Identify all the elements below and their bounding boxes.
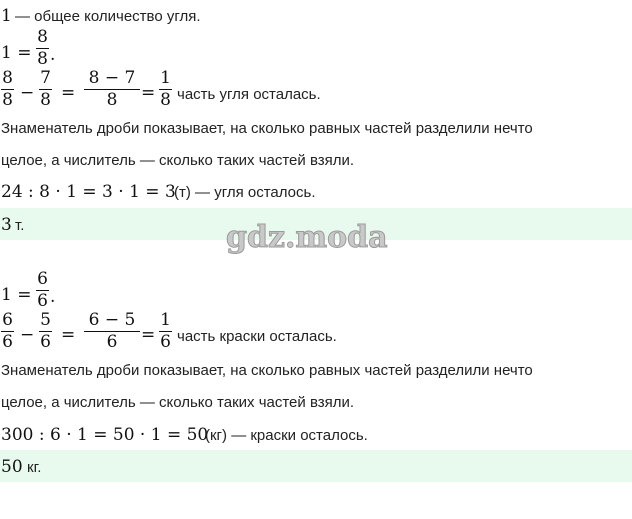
paint-remaining-label: часть краски осталась. (177, 328, 337, 345)
paint-explanation-line-1: Знаменатель дроби показывает, на сколько равных частей разделили нечто (1, 362, 533, 379)
coal-remaining-label: часть угля осталась. (177, 86, 321, 103)
fraction-denominator: 6 (106, 332, 118, 352)
coal-equals-2: = (141, 83, 156, 103)
fraction-numerator: 8 − 7 (88, 68, 136, 88)
coal-dot: . (50, 45, 56, 65)
coal-minus: − (20, 83, 35, 103)
coal-whole-equation: 1 = (1, 43, 32, 63)
fraction-denominator: 6 (160, 332, 171, 352)
paint-whole-fraction (36, 270, 49, 311)
coal-whole-fraction (36, 28, 49, 69)
fraction-numerator: 6 (37, 269, 48, 289)
fraction-denominator: 8 (2, 90, 13, 110)
fraction-denominator: 6 (2, 332, 13, 352)
coal-answer-number: 3 (1, 215, 12, 235)
fraction-numerator: 8 (37, 27, 48, 47)
paint-equals-2: = (141, 325, 156, 345)
coal-whole-label: — общее количество угля. (15, 8, 201, 25)
fraction-numerator: 8 (2, 68, 13, 88)
paint-fraction-3 (84, 311, 140, 352)
paint-explanation-line-2: целое, а числитель — сколько таких частей взяли. (1, 394, 355, 411)
fraction-denominator: 8 (37, 49, 48, 69)
paint-result-equation: 300 : 6 · 1 = 50 · 1 = 50 (1, 425, 209, 445)
paint-answer-unit: кг. (27, 459, 42, 476)
coal-fraction-1 (1, 69, 14, 110)
paint-fraction-2 (39, 311, 52, 352)
fraction-numerator: 7 (40, 68, 51, 88)
fraction-denominator: 8 (106, 90, 118, 110)
watermark: gdz.moda (226, 220, 388, 255)
fraction-numerator: 1 (160, 310, 171, 330)
paint-fraction-4 (159, 311, 172, 352)
fraction-numerator: 6 − 5 (88, 310, 136, 330)
fraction-numerator: 6 (2, 310, 13, 330)
paint-minus: − (20, 325, 35, 345)
paint-result-label: (кг) — краски осталось. (205, 427, 368, 444)
paint-dot: . (50, 287, 56, 307)
paint-equals-1: = (61, 325, 76, 345)
fraction-numerator: 5 (40, 310, 51, 330)
paint-whole-equation: 1 = (1, 285, 32, 305)
fraction-denominator: 6 (37, 291, 48, 311)
paint-answer-box (0, 450, 632, 482)
fraction-numerator: 1 (160, 68, 171, 88)
coal-explanation-line-2: целое, а числитель — сколько таких частей взяли. (1, 152, 355, 169)
coal-fraction-2 (39, 69, 52, 110)
paint-fraction-1 (1, 311, 14, 352)
coal-fraction-3 (84, 69, 140, 110)
paint-answer-number: 50 (1, 457, 23, 477)
coal-explanation-line-1: Знаменатель дроби показывает, на сколько равных частей разделили нечто (1, 120, 533, 137)
coal-fraction-4 (159, 69, 172, 110)
coal-result-equation: 24 : 8 · 1 = 3 · 1 = 3 (1, 182, 176, 202)
coal-equals-1: = (61, 83, 76, 103)
coal-answer-unit: т. (15, 217, 25, 234)
fraction-denominator: 8 (160, 90, 171, 110)
coal-whole-number: 1 (1, 6, 12, 26)
fraction-denominator: 6 (40, 332, 51, 352)
coal-result-label: (т) — угля осталось. (174, 184, 316, 201)
fraction-denominator: 8 (40, 90, 51, 110)
